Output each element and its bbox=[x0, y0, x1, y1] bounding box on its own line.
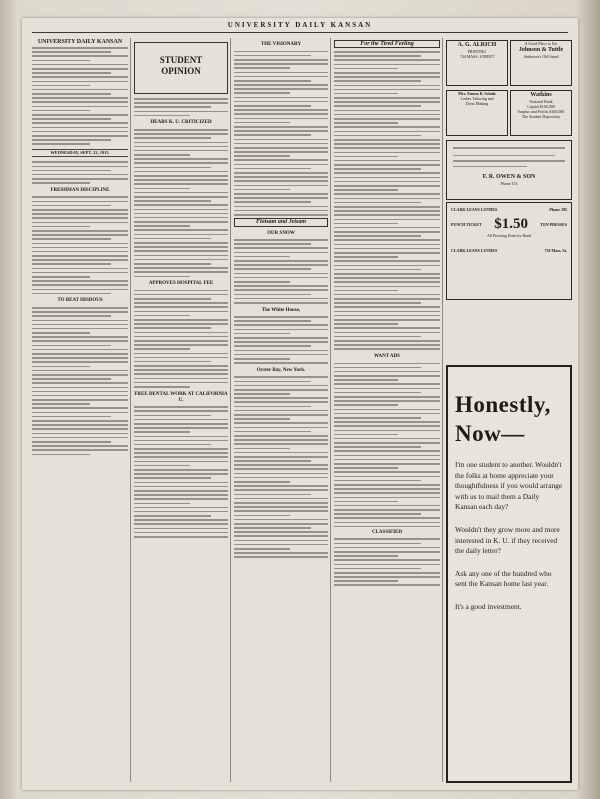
schulz-line-1: Ladies Tailoring and bbox=[460, 96, 494, 101]
opinion-line-2: OPINION bbox=[161, 66, 201, 76]
column-rule bbox=[130, 38, 131, 782]
honestly-paragraph-2: Wouldn't they grow more and more interested in K. U. if they received the daily letter? bbox=[455, 524, 560, 556]
watkins-name: Watkins bbox=[530, 92, 552, 98]
column-rule bbox=[230, 38, 231, 782]
pressing-note: All Pressing Done by Hand bbox=[487, 233, 531, 238]
punch-price: $1.50 bbox=[494, 216, 528, 233]
clark-brand-left: CLARK LEANS LOTHES bbox=[451, 207, 498, 212]
headline: OUR SNOW bbox=[267, 230, 295, 236]
schulz-ad bbox=[446, 90, 508, 136]
owen-phone: Phone 153 bbox=[500, 181, 518, 187]
newspaper-page bbox=[22, 18, 578, 790]
column-rule bbox=[330, 38, 331, 782]
watkins-line: National Bank bbox=[529, 99, 553, 104]
alrich-ad bbox=[446, 40, 508, 86]
headline: Oyster Bay, New York. bbox=[256, 367, 306, 373]
eat-line: A Good Place to Eat bbox=[524, 41, 558, 46]
column-visionary bbox=[234, 38, 328, 784]
clark-address: 730 Mass. St. bbox=[544, 248, 567, 253]
headline: FREE DENTAL WORK AT CALIFORNIA U. bbox=[134, 391, 228, 403]
clark-cleaning-ad bbox=[446, 202, 572, 300]
issue-date: WEDNESDAY, SEPT. 22, 1915. bbox=[32, 149, 128, 157]
classified-title: CLASSIFIED bbox=[371, 530, 402, 536]
honestly-paragraph-3: Ask any one of the hundred who sent the Kansan home last year. bbox=[455, 568, 552, 589]
kansan-title: UNIVERSITY DAILY KANSAN bbox=[37, 39, 123, 45]
honestly-paragraph-1: I'm one student to another. Wouldn't the folks at home appreciate your thoughtfulness if you would arrange with us to mail them a Daily Kansan each day? bbox=[455, 460, 563, 512]
watkins-depository: The Student Depository bbox=[521, 114, 561, 119]
headline: WANT ADS bbox=[374, 353, 400, 359]
watkins-surplus: Surplus and Profits $100,000 bbox=[517, 109, 565, 114]
student-opinion-box bbox=[134, 42, 228, 94]
honestly-headline bbox=[455, 390, 563, 448]
watkins-bank-ad bbox=[510, 90, 572, 136]
honestly-line-2: Now— bbox=[455, 421, 525, 446]
honestly-now-ad bbox=[446, 365, 572, 783]
opinion-line-1: STUDENT bbox=[159, 55, 203, 65]
headline: FRESHMAN DISCIPLINE bbox=[50, 187, 110, 193]
column-student-opinion bbox=[134, 38, 228, 784]
headline: THE VISIONARY bbox=[260, 42, 302, 47]
headline: TO BEAT HISDOUS bbox=[57, 298, 103, 304]
clark-phone: Phone 395 bbox=[549, 207, 567, 212]
clark-brand-bottom: CLARK LEANS LOTHES bbox=[451, 248, 498, 253]
owen-name: F. R. OWEN & SON bbox=[482, 174, 536, 181]
watkins-capital: Capital $100,000 bbox=[527, 104, 555, 109]
punch-ticket-label: PUNCH TICKET bbox=[451, 222, 482, 227]
schulz-name: Mrs. Emma D. Schulz bbox=[458, 91, 496, 96]
flotsam-jetsam-title: Flotsam and Jetsam bbox=[234, 218, 328, 226]
anderson-line: Anderson's Old Stand bbox=[523, 54, 559, 59]
owen-ad bbox=[446, 140, 572, 200]
ten-presses-label: TEN PRESSES bbox=[540, 222, 567, 227]
headline: APPROVES HOSPITAL FEE bbox=[148, 281, 214, 287]
alrich-line: PRINTING bbox=[467, 49, 487, 54]
column-tired-feeling bbox=[334, 38, 440, 784]
column-editorial bbox=[32, 38, 128, 784]
tired-feeling-title: For the Tired Feeling bbox=[334, 40, 440, 48]
column-rule bbox=[442, 38, 443, 782]
alrich-address: 744 MASS. STREET bbox=[459, 54, 495, 59]
schulz-line-2: Dress Making bbox=[465, 101, 489, 106]
top-rule bbox=[32, 32, 568, 33]
page-masthead: UNIVERSITY DAILY KANSAN bbox=[227, 21, 373, 29]
honestly-line-1: Honestly, bbox=[455, 392, 551, 417]
honestly-paragraph-4: It's a good investment. bbox=[455, 601, 522, 611]
headline: HEARS K. U. CRITICIZED bbox=[150, 120, 212, 126]
johnson-tuttle-name: Johnson & Tuttle bbox=[518, 47, 564, 53]
headline: The White House, bbox=[261, 307, 301, 313]
johnson-tuttle-ad bbox=[510, 40, 572, 86]
alrich-name: A. G. ALRICH bbox=[457, 42, 497, 48]
